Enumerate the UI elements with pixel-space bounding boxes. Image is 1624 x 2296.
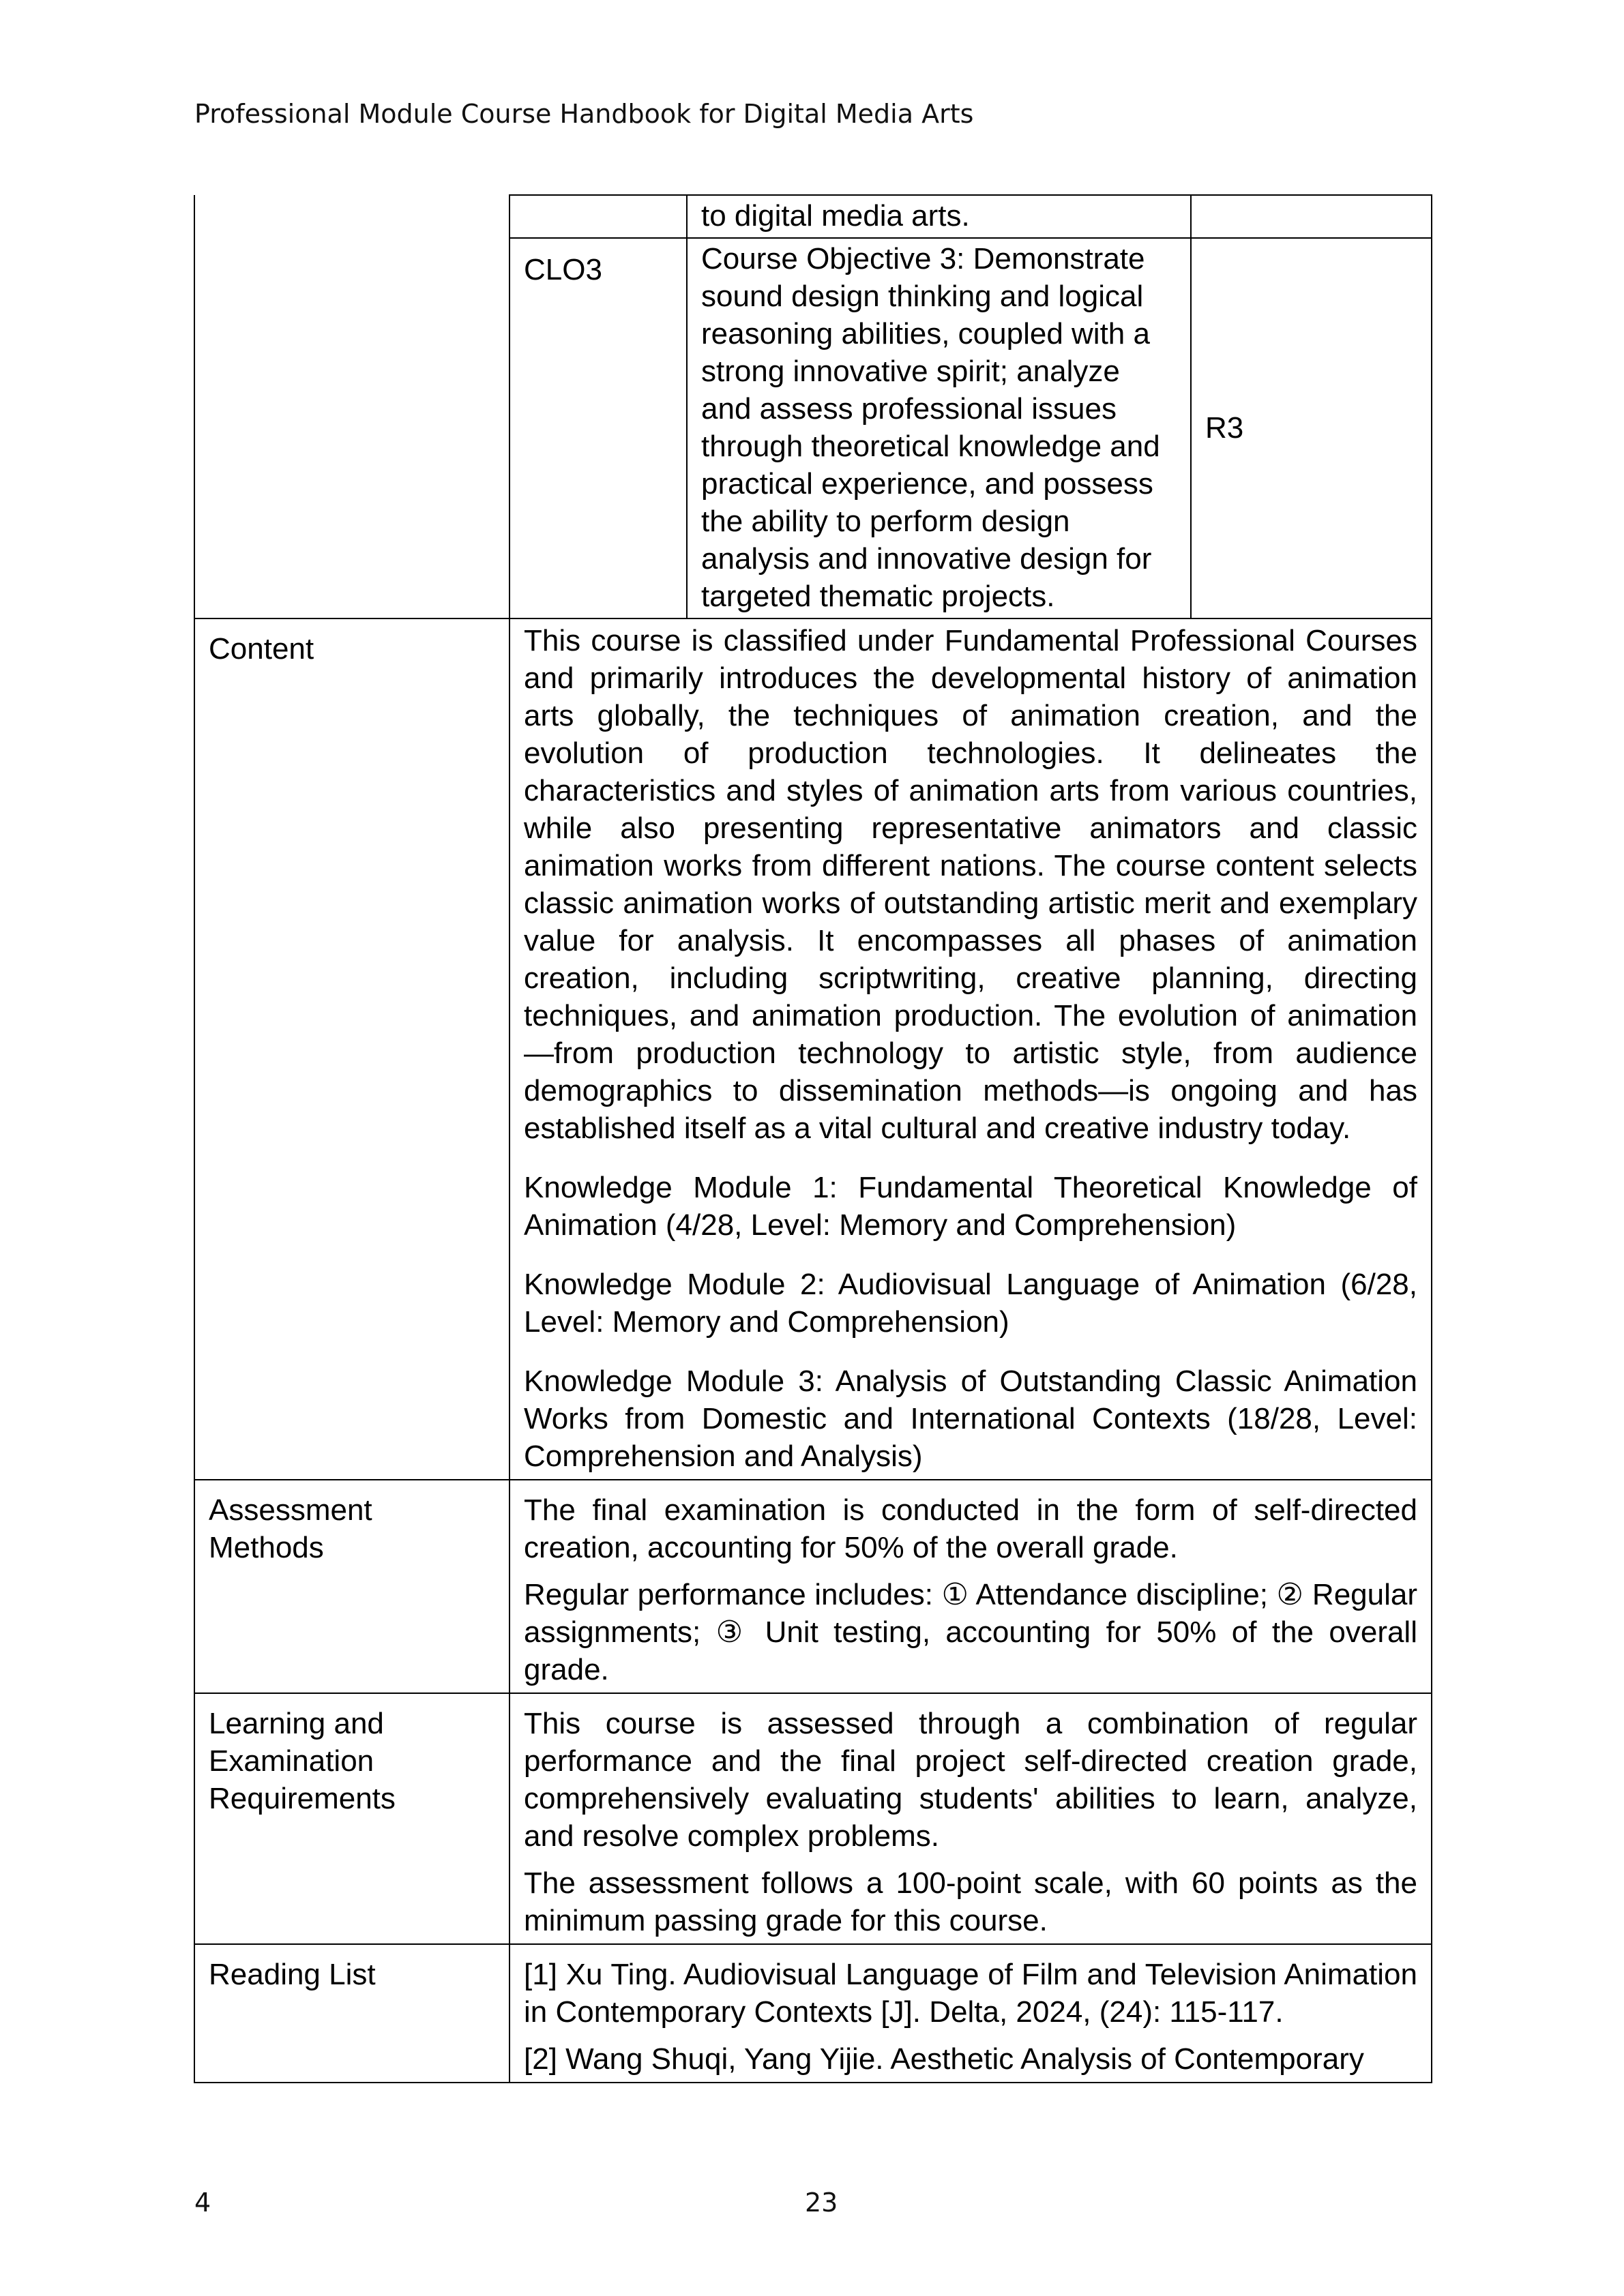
requirements-cell (510, 1693, 1432, 1944)
reading-row (194, 1944, 1432, 2083)
assessment-row (194, 1480, 1432, 1693)
row-label: Reading List (194, 1944, 510, 2083)
row-label: Content (194, 618, 510, 1480)
objectives-row (194, 195, 1432, 618)
reading-item: [2] Wang Shuqi, Yang Yijie. Aesthetic Analysis of Contemporary (524, 2042, 1364, 2076)
content-paragraph: This course is classified under Fundamental Professional Courses and primarily introduces the developmental history of animation arts globally, the techniques of animation creation, and the evolution of production technologies. It delineates the characteristics and styles of animation arts from various countries, while also presenting representative animators and classic animation works from different nations. The course content selects classic animation works of outstanding artistic merit and exemplary value for analysis. It encompasses all phases of animation creation, including scriptwriting, creative planning, directing techniques, and animation production. The evolution of animation—from production technology to artistic style, from audience demographics to dissemination methods—is ongoing and has established itself as a vital cultural and creative industry today. (524, 624, 1417, 1145)
running-header: Professional Module Course Handbook for Digital Media Arts (194, 99, 974, 129)
objective-text: Course Objective 3: Demonstrate sound design thinking and logical reasoning abilities, coupled with a strong innovative spirit; analyze and assess professional issues through theoretical knowledge and practical experience, and possess the ability to perform design analysis and innovative design for targeted thematic projects. (687, 238, 1191, 618)
knowledge-module: Knowledge Module 1: Fundamental Theoretical Knowledge of Animation (4/28, Level: Memory and Comprehension) (524, 1171, 1417, 1242)
content-row (194, 618, 1432, 1480)
page-number-left: 4 (194, 2188, 211, 2218)
objective-code: CLO3 (510, 238, 687, 618)
objective-row-clo3 (510, 238, 1432, 618)
requirements-row (194, 1693, 1432, 1944)
objective-ref: R3 (1191, 238, 1432, 618)
requirements-paragraph: The assessment follows a 100-point scale, with 60 points as the minimum passing grade for this course. (524, 1866, 1417, 1937)
row-label: Assessment Methods (194, 1480, 510, 1693)
row-label: Learning and Examination Requirements (194, 1693, 510, 1944)
assessment-cell (510, 1480, 1432, 1693)
objectives-table (510, 196, 1432, 618)
objective-ref-cell (1191, 196, 1432, 238)
objectives-cell (510, 195, 1432, 618)
reading-item: [1] Xu Ting. Audiovisual Language of Film and Television Animation in Contemporary Contexts [J]. Delta, 2024, (24): 115-117. (524, 1958, 1417, 2029)
assessment-paragraph: The final examination is conducted in the form of self-directed creation, accounting for 50% of the overall grade. (524, 1493, 1417, 1564)
course-table (194, 194, 1432, 2083)
objective-text: to digital media arts. (687, 196, 1191, 238)
assessment-paragraph: Regular performance includes: ① Attendance discipline; ② Regular assignments; ③ Unit testing, accounting for 50% of the overall grade. (524, 1578, 1417, 1686)
objective-continuation-row (510, 196, 1432, 238)
reading-cell (510, 1944, 1432, 2083)
objectives-label-cell (194, 195, 510, 618)
knowledge-module: Knowledge Module 2: Audiovisual Language of Animation (6/28, Level: Memory and Comprehension) (524, 1268, 1417, 1339)
requirements-paragraph: This course is assessed through a combination of regular performance and the final project self-directed creation grade, comprehensively evaluating students' abilities to learn, analyze, and resolve complex problems. (524, 1707, 1417, 1853)
page-number-center: 23 (805, 2188, 838, 2218)
objective-code-cell (510, 196, 687, 238)
knowledge-module: Knowledge Module 3: Analysis of Outstanding Classic Animation Works from Domestic and International Contexts (18/28, Level: Comprehension and Analysis) (524, 1365, 1417, 1473)
content-cell (510, 618, 1432, 1480)
